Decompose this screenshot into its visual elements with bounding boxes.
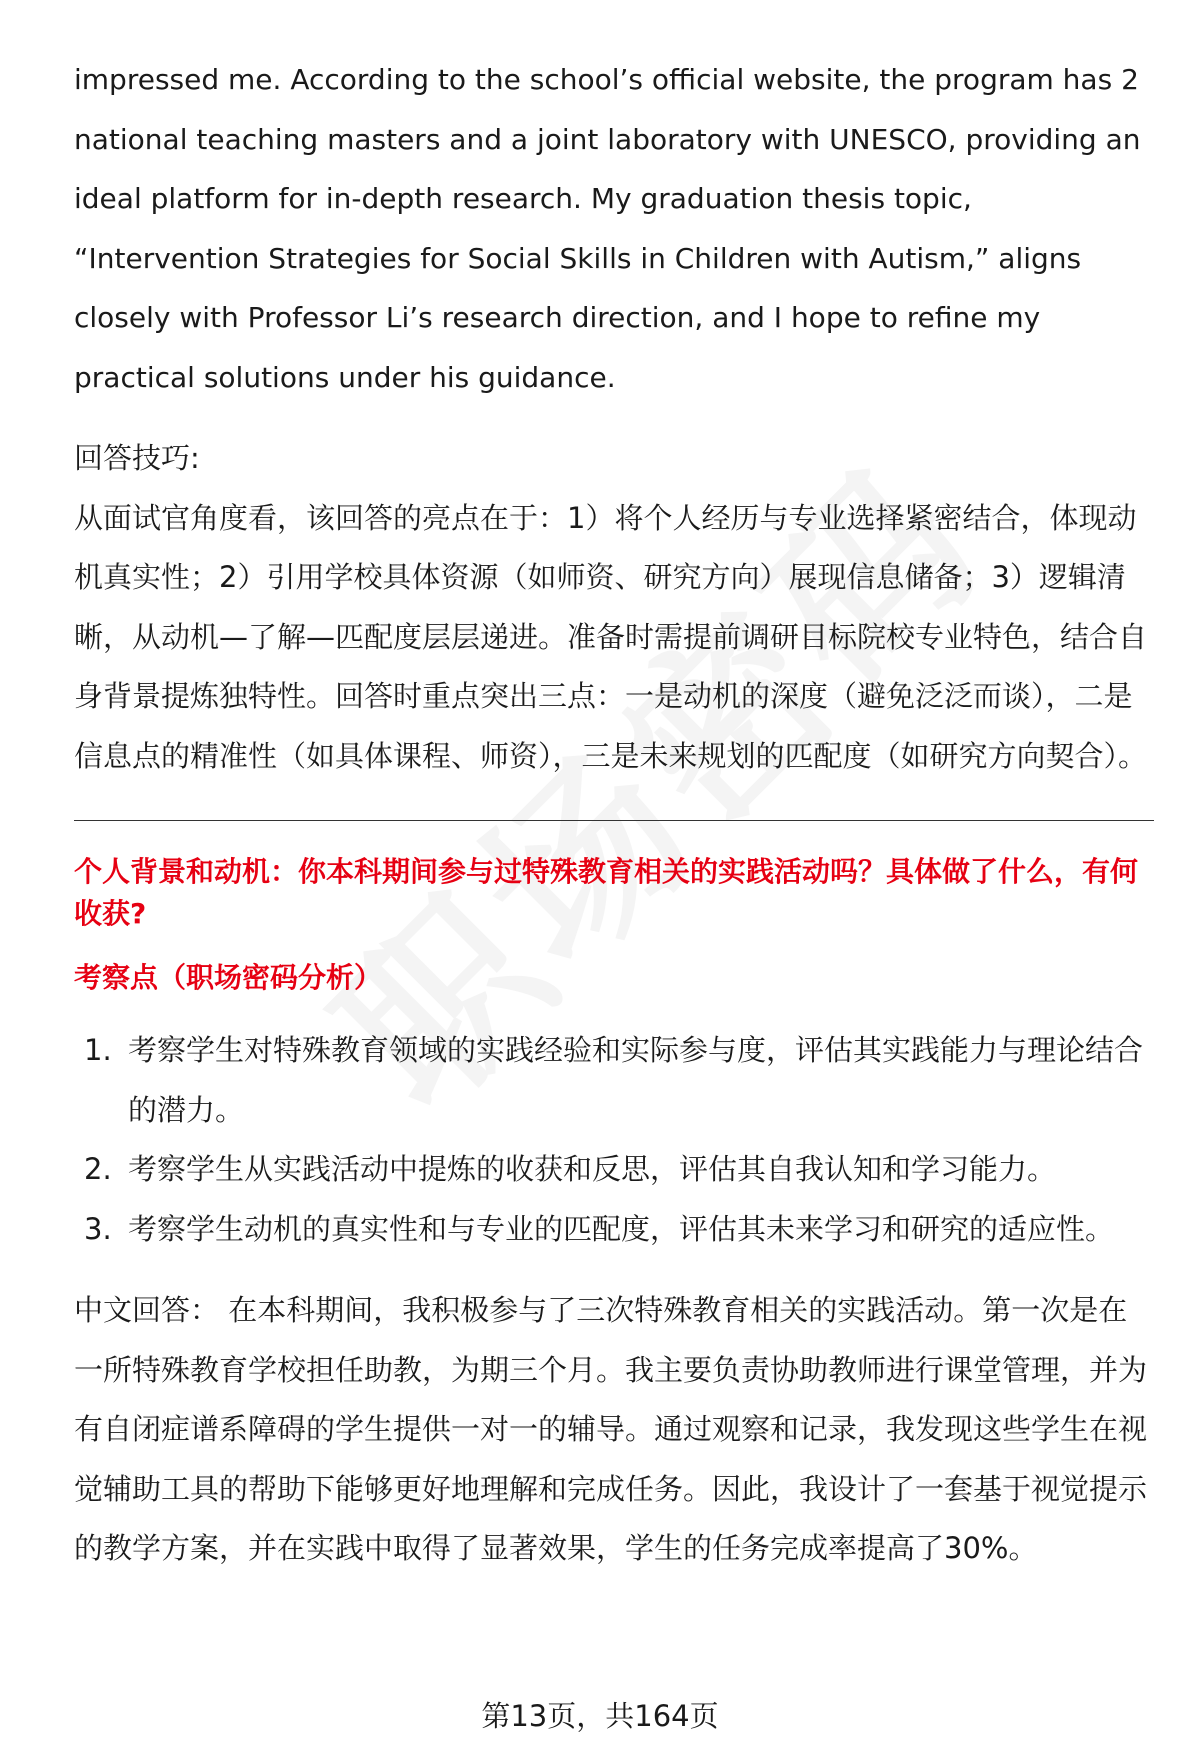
tips-title: 回答技巧:: [74, 441, 200, 475]
list-item-text: 考察学生对特殊教育领域的实践经验和实际参与度，评估其实践能力与理论结合的潜力。: [128, 1033, 1144, 1127]
page-number-footer: 第13页，共164页: [481, 1699, 719, 1733]
list-item-text: 考察学生从实践活动中提炼的收获和反思，评估其自我认知和学习能力。: [128, 1152, 1057, 1186]
chinese-answer-paragraph: 中文回答： 在本科期间，我积极参与了三次特殊教育相关的实践活动。第一次是在一所特殊教育学校担任助教，为期三个月。我主要负责协助教师进行课堂管理，并为有自闭症谱系障碍的学生提供一对一的辅导。通过观察和记录，我发现这些学生在视觉辅助工具的帮助下能够更好地理解和完成任务。因此，我设计了一套基于视觉提示的教学方案，并在实践中取得了显著效果，学生的任务完成率提高了30%。: [74, 1293, 1148, 1565]
list-item-number: 3.: [84, 1211, 112, 1246]
section-divider: [74, 820, 1154, 821]
english-answer-paragraph: impressed me. According to the school’s official website, the program has 2 national teaching masters and a joint laboratory with UNESCO, providing an ideal platform for in-depth research. My graduation thesis topic, “Intervention Strategies for Social Skills in Children with Autism,” aligns closely with Professor Li’s research direction, and I hope to refine my practical solutions under his guidance.: [74, 63, 1141, 394]
question-heading: 个人背景和动机：你本科期间参与过特殊教育相关的实践活动吗？具体做了什么，有何收获?: [74, 855, 1139, 930]
list-item-number: 1.: [84, 1033, 112, 1067]
list-item: [74, 1200, 1154, 1260]
exam-points-title: 考察点（职场密码分析）: [74, 961, 383, 994]
page-content: [74, 50, 1154, 1608]
tips-body: 从面试官角度看，该回答的亮点在于：1）将个人经历与专业选择紧密结合，体现动机真实性；2）引用学校具体资源（如师资、研究方向）展现信息储备；3）逻辑清晰，从动机—了解—匹配度层层递进。准备时需提前调研目标院校专业特色，结合自身背景提炼独特性。回答时重点突出三点：一是动机的深度（避免泛泛而谈），二是信息点的精准性（如具体课程、师资），三是未来规划的匹配度（如研究方向契合）。: [74, 500, 1148, 773]
list-item: [74, 1140, 1154, 1200]
list-item-text: 考察学生动机的真实性和与专业的匹配度，评估其未来学习和研究的适应性。: [128, 1211, 1115, 1246]
list-item: [74, 1021, 1154, 1140]
list-item-number: 2.: [84, 1152, 112, 1186]
exam-points-list: [74, 1021, 1154, 1259]
